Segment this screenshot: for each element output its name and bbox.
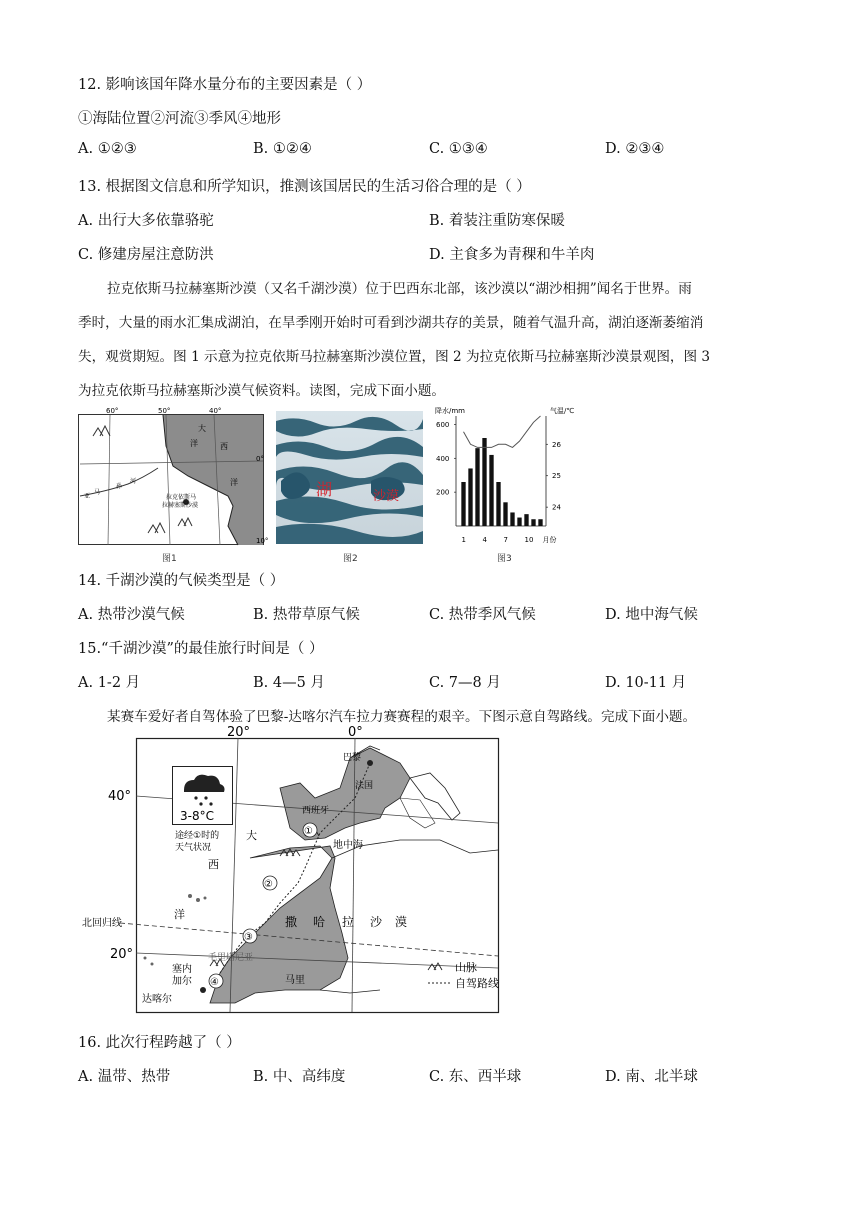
precip-bar-10: [524, 514, 528, 526]
fig1-ocean-2: 洋: [190, 439, 198, 448]
map2-lat-20: 20°: [110, 947, 134, 962]
q12-option-a[interactable]: A. ①②③: [78, 141, 137, 157]
fig2-lake-label: 湖: [316, 480, 333, 499]
map2-mediterranean: 地中海: [333, 840, 363, 851]
map2-sahara-5: 漠: [395, 915, 408, 929]
figure1-map: [78, 406, 269, 546]
map2-mali: 马里: [285, 975, 305, 986]
map2-legend-route: 自驾路线: [455, 977, 499, 990]
precip-bar-5: [489, 455, 493, 526]
q12-option-d[interactable]: D. ②③④: [605, 141, 665, 157]
map2-weather-temp: 3-8°C: [180, 809, 214, 823]
q14-option-a[interactable]: A. 热带沙漠气候: [78, 607, 185, 623]
q16-option-d[interactable]: D. 南、北半球: [605, 1069, 698, 1085]
fig2-sand-label: 沙漠: [373, 489, 400, 504]
right-tick-label: 25: [552, 472, 561, 481]
q14-option-d[interactable]: D. 地中海气候: [605, 607, 698, 623]
passage1-line1: 拉克依斯马拉赫塞斯沙漠（又名千湖沙漠）位于巴西东北部，该沙漠以“湖沙相拥”闻名于世界。雨: [107, 281, 692, 297]
figure3-climate-chart: [434, 402, 582, 548]
temperature-line: [464, 416, 541, 447]
map2-sahara-3: 拉: [342, 915, 355, 929]
map2-point-1: ①: [304, 826, 313, 837]
map2-sahara-1: 撒: [285, 915, 298, 929]
fig3-x-unit: 月份: [542, 536, 557, 544]
map2-senegal-2: 加尔: [172, 976, 192, 987]
passage1-line2: 季时，大量的雨水汇集成湖泊，在旱季刚开始时可看到沙湖共存的美景，随着气温升高，湖泊逐渐萎缩消: [78, 315, 704, 331]
passage1-line4: 为拉克依斯马拉赫塞斯沙漠气候资料。读图，完成下面小题。: [78, 383, 446, 399]
fig1-lon-40: 40°: [209, 407, 222, 415]
map2-france: 法国: [355, 781, 374, 791]
q15-option-b[interactable]: B. 4—5 月: [253, 675, 325, 691]
precip-bar-11: [531, 519, 535, 526]
precip-bar-7: [503, 502, 507, 526]
x-tick-label: 7: [503, 536, 508, 544]
fig1-lon-50: 50°: [158, 407, 171, 415]
fig1-ocean-4: 洋: [230, 478, 238, 487]
figure3-caption: 图3: [497, 554, 512, 564]
x-tick-label: 1: [461, 536, 466, 544]
precip-bar-8: [510, 512, 514, 526]
map2-ocean-1: 大: [246, 829, 257, 842]
q13-option-d[interactable]: D. 主食多为青稞和牛羊肉: [429, 247, 595, 263]
q13-option-a[interactable]: A. 出行大多依靠骆驼: [78, 213, 214, 229]
fig1-desert-1: 拉克依斯马: [166, 494, 197, 501]
fig1-river-4: 河: [130, 478, 137, 485]
fig1-river-2: 马: [94, 489, 101, 496]
q15-option-a[interactable]: A. 1-2 月: [78, 675, 141, 691]
precip-bar-9: [517, 518, 521, 526]
q13-option-b[interactable]: B. 着装注重防寒保暖: [429, 213, 565, 229]
fig3-temp-label: 气温/℃: [550, 407, 575, 415]
figure1-caption: 图1: [162, 554, 177, 564]
x-tick-label: 10: [524, 536, 534, 544]
q12-option-b[interactable]: B. ①②④: [253, 141, 312, 157]
fig3-precip-label: 降水/mm: [435, 407, 465, 415]
q12-stem: 12. 影响该国年降水量分布的主要因素是（ ）: [78, 77, 372, 93]
q14-option-b[interactable]: B. 热带草原气候: [253, 607, 360, 623]
passage2: 某赛车爱好者自驾体验了巴黎-达喀尔汽车拉力赛赛程的艰辛。下图示意自驾路线。完成下面小题。: [107, 709, 697, 725]
passage1-line3: 失，观赏期短。图 1 示意为拉克依斯马拉赫塞斯沙漠位置，图 2 为拉克依斯马拉赫塞斯沙漠景观图，图 3: [78, 349, 711, 365]
precip-bar-2: [468, 468, 472, 526]
fig1-lat-10: 10°: [256, 537, 269, 545]
map2-spain: 西班牙: [302, 806, 330, 816]
map2-point-3: ③: [244, 932, 253, 943]
fig1-river-3: 孙: [116, 483, 123, 490]
fig1-ocean-1: 大: [198, 424, 206, 433]
q16-option-c[interactable]: C. 东、西半球: [429, 1069, 522, 1085]
map2-paris: 巴黎: [343, 753, 362, 763]
fig1-lon-60: 60°: [106, 407, 119, 415]
q16-stem: 16. 此次行程跨越了（ ）: [78, 1035, 241, 1051]
left-tick-label: 200: [436, 488, 450, 497]
map2-point-4: ④: [210, 977, 219, 988]
q14-stem: 14. 千湖沙漠的气候类型是（ ）: [78, 573, 285, 589]
precip-bar-4: [482, 438, 486, 526]
precip-bar-6: [496, 482, 500, 526]
q15-stem: 15.“千湖沙漠”的最佳旅行时间是（ ）: [78, 641, 324, 657]
q13-stem: 13. 根据图文信息和所学知识，推测该国居民的生活习俗合理的是（ ）: [78, 179, 531, 195]
map2-dakar: 达喀尔: [142, 994, 172, 1005]
right-tick-label: 26: [552, 440, 561, 449]
fig1-ocean-3: 西: [220, 442, 228, 451]
fig1-lat-0: 0°: [256, 455, 264, 463]
map2-senegal-1: 塞内: [172, 964, 192, 975]
map2-weather-note-1: 途经①时的: [175, 831, 220, 841]
map2-ocean-2: 西: [208, 858, 219, 871]
q16-option-a[interactable]: A. 温带、热带: [78, 1069, 171, 1085]
map2-lat-40: 40°: [108, 789, 132, 804]
map2-sahara-4: 沙: [370, 915, 383, 929]
fig1-desert-2: 拉赫塞斯沙漠: [162, 502, 199, 509]
left-tick-label: 600: [436, 420, 450, 429]
fig1-river-1: 亚: [84, 493, 91, 500]
right-tick-label: 24: [552, 503, 561, 512]
map2-legend-mountain: 山脉: [455, 961, 477, 974]
map2-lon-0: 0°: [348, 725, 363, 740]
q14-option-c[interactable]: C. 热带季风气候: [429, 607, 536, 623]
precip-bar-12: [538, 519, 542, 526]
q13-option-c[interactable]: C. 修建房屋注意防洪: [78, 247, 214, 263]
q12-factors: ①海陆位置②河流③季风④地形: [78, 111, 281, 127]
map2-sahara-2: 哈: [313, 915, 326, 929]
q15-option-d[interactable]: D. 10-11 月: [605, 675, 687, 691]
q15-option-c[interactable]: C. 7—8 月: [429, 675, 501, 691]
map2-mauritania: 毛里塔尼亚: [208, 953, 254, 963]
map2-weather-note-2: 天气状况: [175, 843, 212, 853]
map2-point-2: ②: [264, 879, 273, 890]
q12-option-c[interactable]: C. ①③④: [429, 141, 488, 157]
map2-tropic-label: 北回归线: [82, 918, 122, 929]
figure2-caption: 图2: [343, 554, 358, 564]
figure2-landscape: [276, 411, 423, 544]
left-tick-label: 400: [436, 454, 450, 463]
map2-ocean-3: 洋: [174, 908, 185, 921]
precip-bar-1: [461, 482, 465, 526]
precip-bar-3: [475, 448, 479, 526]
rally-route-map: [80, 725, 520, 1018]
x-tick-label: 4: [482, 536, 487, 544]
q16-option-b[interactable]: B. 中、高纬度: [253, 1069, 346, 1085]
map2-lon-20: 20°: [227, 725, 251, 740]
